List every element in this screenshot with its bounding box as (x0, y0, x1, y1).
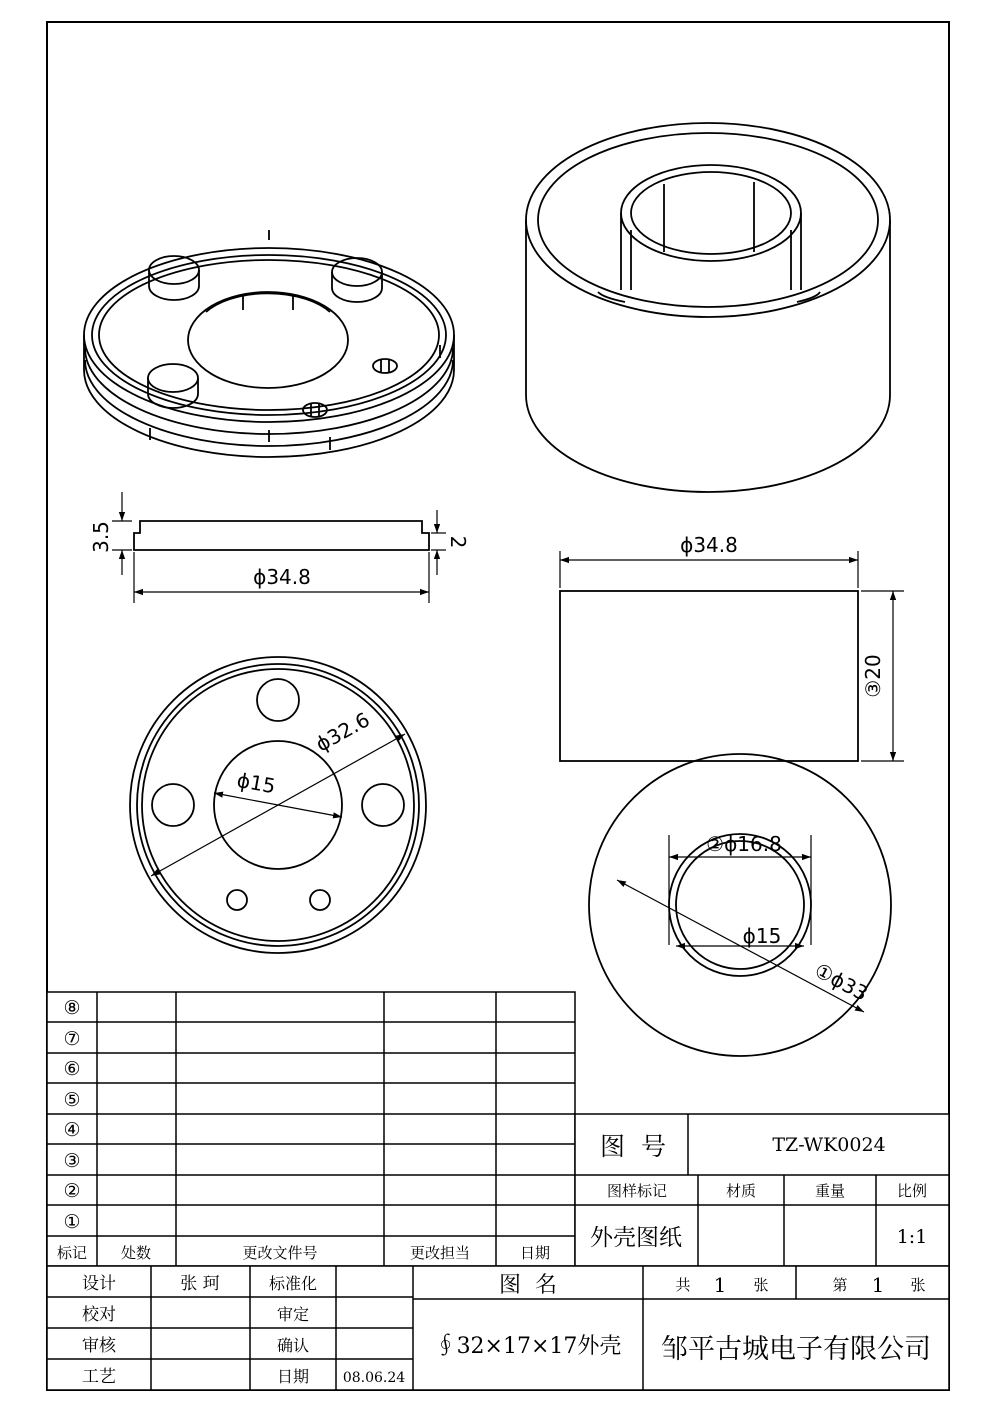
shell-side-view (560, 551, 904, 761)
dim-shell-diameter: ϕ34.8 (680, 533, 738, 557)
standard-label: 标准化 (268, 1274, 318, 1293)
sample-mark-value: 外壳图纸 (590, 1225, 682, 1251)
revision-marker-3: ③ (63, 1150, 81, 1172)
sheet-label: 第 (832, 1276, 848, 1294)
dim-flange-height: 3.5 (89, 521, 113, 553)
total-label: 共 (675, 1276, 691, 1294)
dim-shell-height: ③20 (861, 654, 885, 698)
dim-outer-diameter: ①ϕ33 (810, 957, 872, 1006)
revision-marker-8: ⑧ (63, 997, 81, 1019)
audit-label: 审定 (276, 1305, 310, 1324)
process-label: 工艺 (82, 1367, 116, 1387)
revision-header-mark: 标记 (56, 1244, 88, 1262)
total-value: 1 (713, 1273, 727, 1297)
drawing-no-label: 图 号 (600, 1132, 666, 1161)
revision-header-doc-no: 更改文件号 (242, 1244, 318, 1262)
material-label: 材质 (725, 1182, 757, 1200)
check-label: 校对 (82, 1305, 116, 1325)
revision-header-person: 更改担当 (409, 1244, 471, 1262)
stud-top-right (332, 258, 382, 302)
dim-step-height: 2 (446, 535, 470, 549)
revision-marker-7: ⑦ (63, 1028, 81, 1050)
company-name: 邹平古城电子有限公司 (661, 1334, 931, 1365)
revision-marker-6: ⑥ (63, 1058, 81, 1080)
iso-flange-view (84, 230, 454, 457)
sheet-unit: 张 (910, 1276, 926, 1294)
dim-inner-tube-bore: ϕ15 (742, 924, 782, 948)
sheet-value: 1 (871, 1273, 885, 1297)
drawing-name-value: ∮32×17×17外壳 (434, 1334, 622, 1359)
dim-flange-diameter: ϕ34.8 (253, 565, 311, 589)
scale-value: 1:1 (896, 1226, 928, 1248)
iso-shell-view (526, 123, 890, 492)
revision-header-date: 日期 (519, 1244, 551, 1262)
revision-marker-4: ④ (63, 1119, 81, 1141)
sample-mark-label: 图样标记 (606, 1182, 668, 1200)
dim-bolt-circle: ϕ32.6 (311, 707, 374, 757)
date-value: 08.06.24 (342, 1370, 406, 1386)
weight-label: 重量 (814, 1182, 846, 1200)
shell-top-view (589, 754, 891, 1056)
design-label: 设计 (82, 1274, 116, 1294)
dim-inner-tube-outer: ②ϕ16.8 (706, 832, 782, 856)
revision-header-count: 处数 (120, 1244, 152, 1262)
design-value: 张 珂 (180, 1274, 220, 1294)
confirm-label: 确认 (276, 1336, 310, 1355)
drawing-name-label: 图 名 (499, 1273, 557, 1298)
total-unit: 张 (753, 1276, 769, 1294)
revision-marker-2: ② (63, 1180, 81, 1202)
review-label: 审核 (82, 1336, 116, 1356)
dim-center-hole: ϕ15 (235, 767, 278, 799)
scale-label: 比例 (896, 1182, 928, 1200)
revision-marker-5: ⑤ (63, 1089, 81, 1111)
date-label: 日期 (276, 1367, 310, 1386)
revision-marker-1: ① (63, 1211, 81, 1233)
revision-table (47, 992, 575, 1266)
drawing-no-value: TZ-WK0024 (772, 1134, 886, 1156)
flange-top-view (130, 657, 426, 953)
